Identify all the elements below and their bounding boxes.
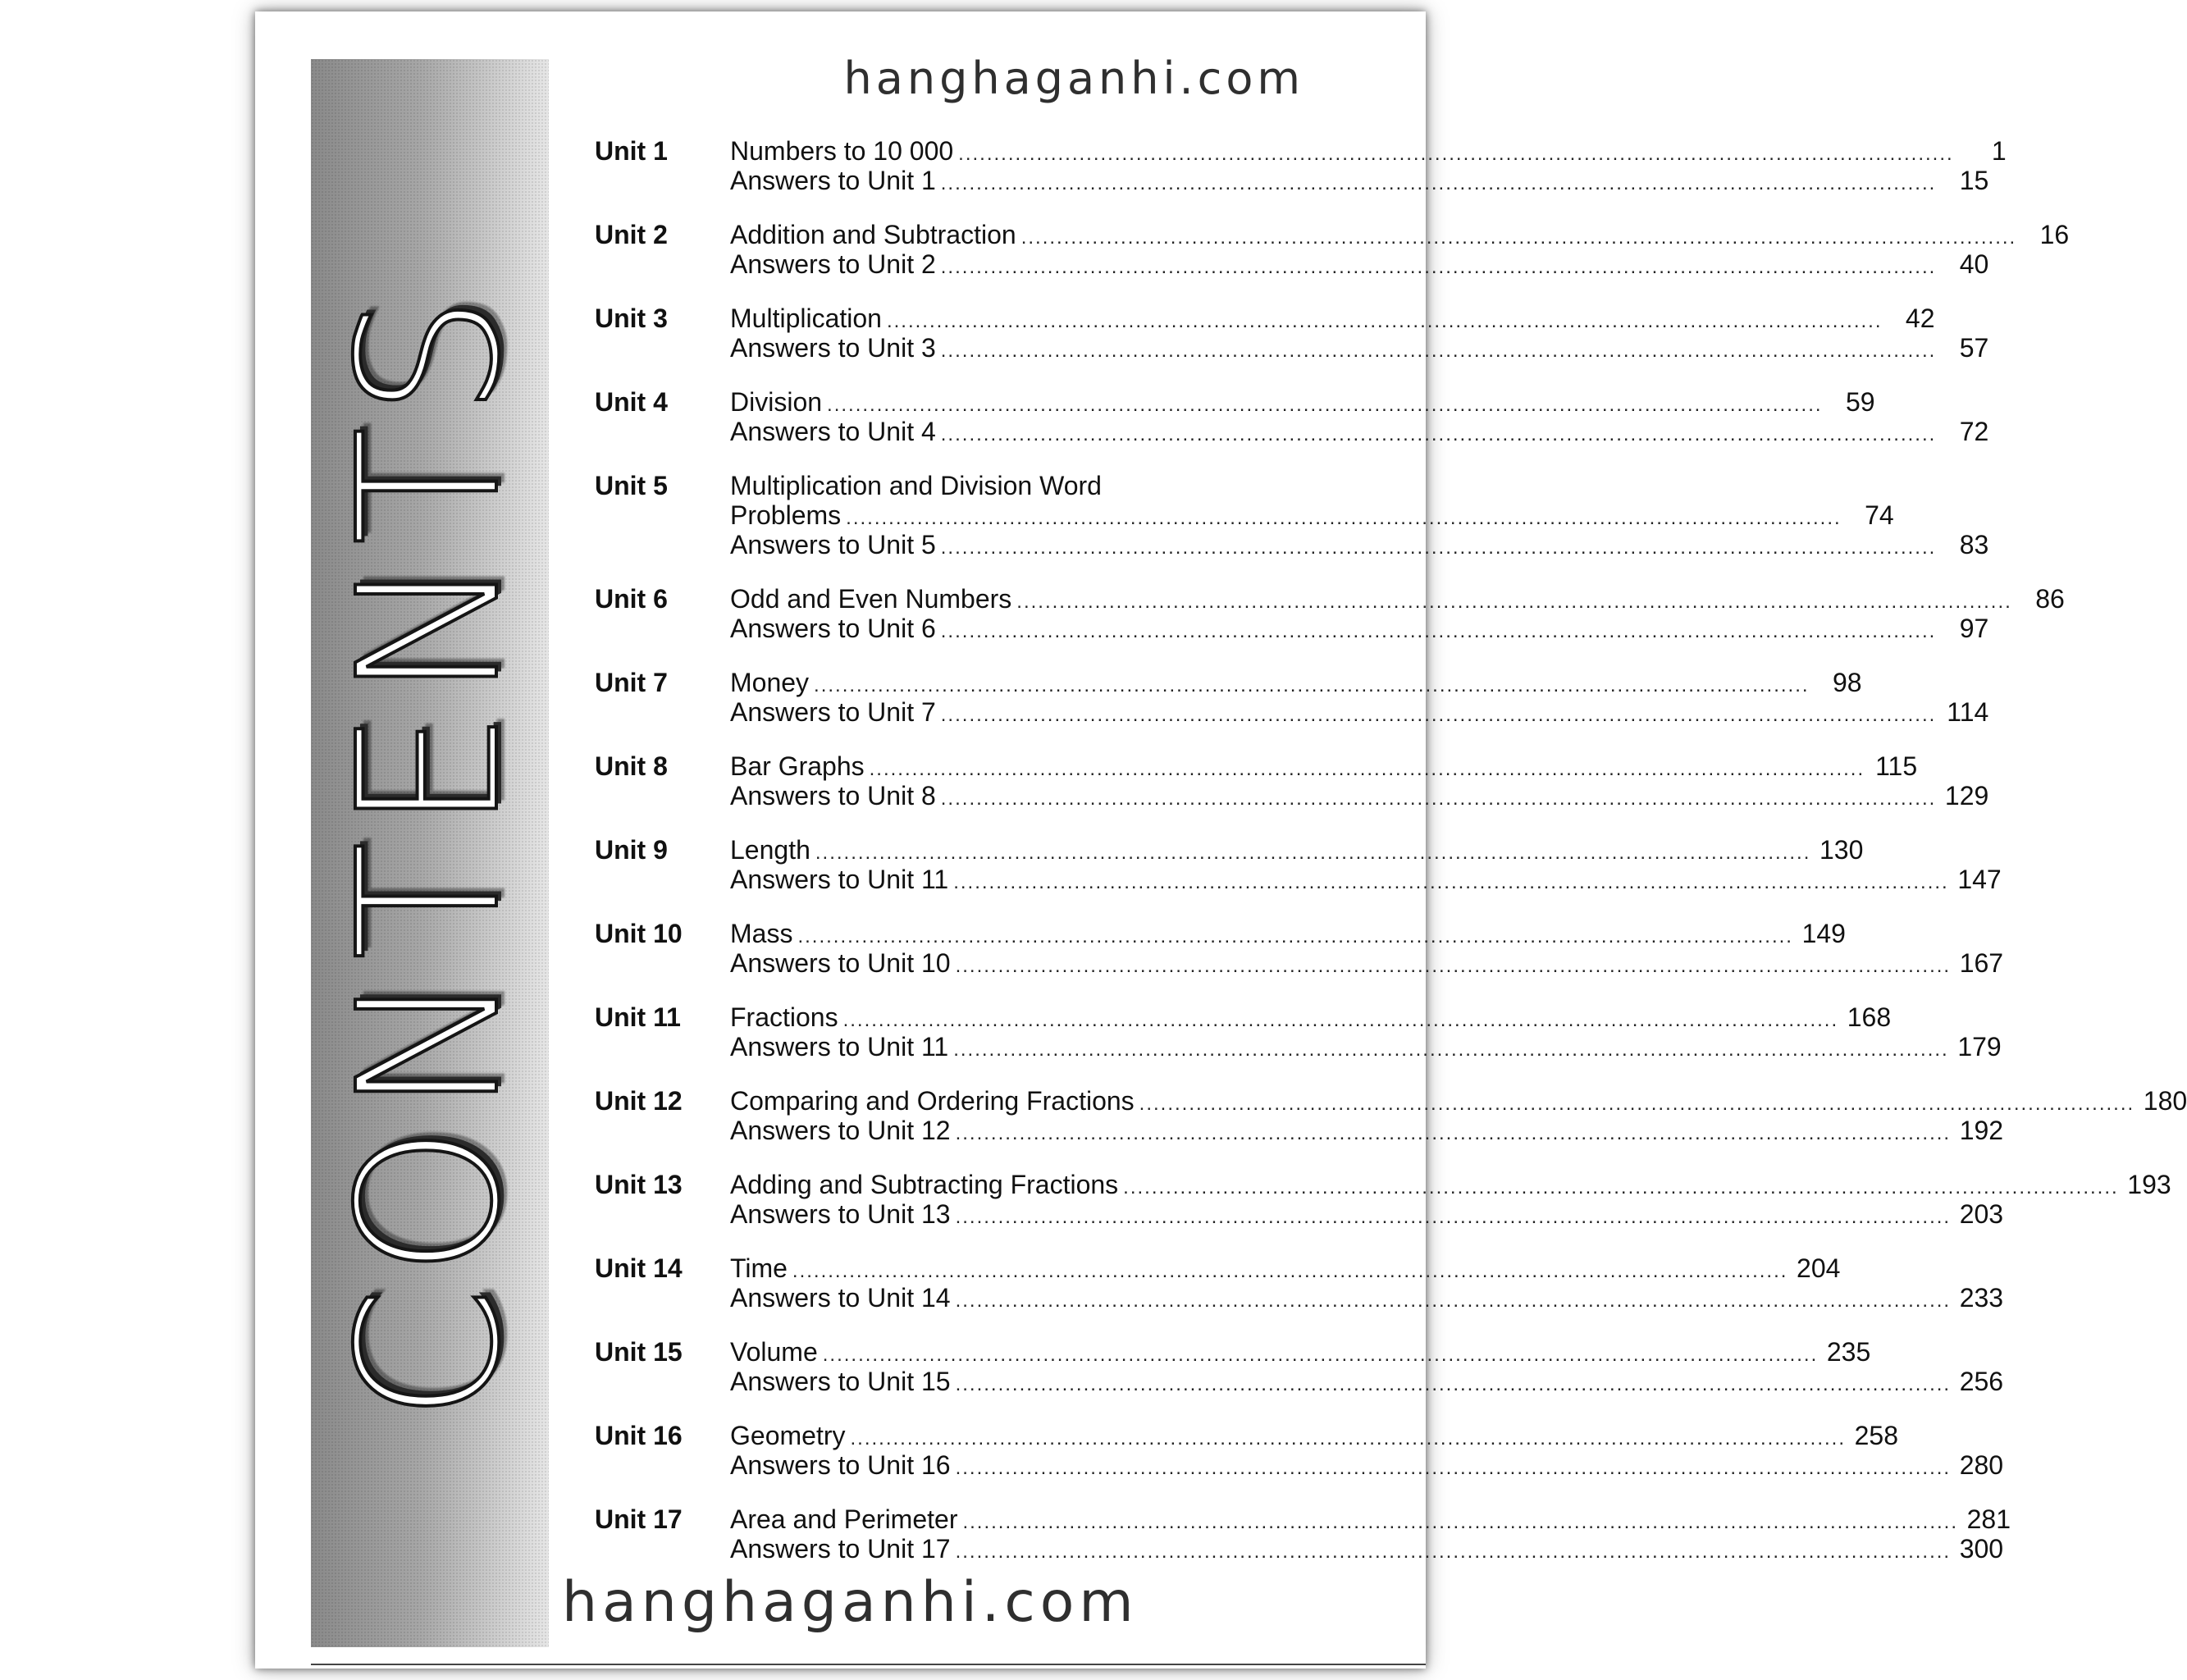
dot-leader: ............................................................................................................................................: [842, 1009, 1839, 1031]
watermark-top: hanghaganhi.com: [843, 52, 1304, 104]
unit-label: Unit 17: [595, 1504, 683, 1534]
toc-page-number: 204: [1797, 1253, 1841, 1283]
toc-line-title: Length: [730, 835, 810, 865]
unit-label: Unit 5: [595, 471, 668, 500]
toc-line: [730, 781, 1989, 810]
dot-leader: ............................................................................................................................................: [797, 925, 1793, 947]
toc-page-number: 86: [2035, 584, 2065, 614]
dot-leader: ............................................................................................................................................: [822, 1344, 1819, 1366]
toc-page-number: 258: [1854, 1421, 1898, 1450]
dot-leader: ............................................................................................................................................: [815, 842, 1811, 864]
dot-leader: ............................................................................................................................................: [955, 1457, 1952, 1479]
toc-line-title: Answers to Unit 17: [730, 1534, 951, 1564]
unit-lines: [730, 919, 2004, 978]
contents-title: CONTENTS: [317, 284, 542, 1422]
toc-page-number: 193: [2127, 1170, 2171, 1199]
unit-label: Unit 2: [595, 220, 668, 249]
toc-page-number: 281: [1966, 1504, 2011, 1534]
toc-line-title: Answers to Unit 11: [730, 865, 949, 894]
toc-line: [730, 614, 1989, 643]
toc-line-title: Volume: [730, 1337, 818, 1367]
dot-leader: ............................................................................................................................................: [955, 1541, 1952, 1563]
toc-line: [730, 1367, 2004, 1396]
toc-line: [730, 1283, 2004, 1312]
dot-leader: ............................................................................................................................................: [869, 758, 1865, 780]
toc-line-title: Mass: [730, 919, 793, 948]
toc-line: [730, 865, 2002, 894]
unit-label: Unit 6: [595, 584, 668, 614]
dot-leader: ............................................................................................................................................: [955, 1290, 1952, 1312]
dot-leader: ............................................................................................................................................: [1016, 591, 2012, 613]
dot-leader: ............................................................................................................................................: [814, 674, 1810, 696]
toc-page-number: 15: [1959, 166, 1989, 195]
toc-line-title: Answers to Unit 4: [730, 417, 936, 446]
toc-page-number: 59: [1845, 387, 1875, 417]
toc-line-title: Time: [730, 1253, 788, 1283]
unit-lines: [730, 471, 1989, 559]
toc-page-number: 180: [2143, 1086, 2187, 1116]
toc-page-number: 129: [1944, 781, 1989, 810]
unit-lines: [730, 668, 1989, 727]
toc-page-number: 16: [2039, 220, 2070, 249]
toc-page-number: 147: [1957, 865, 2002, 894]
toc-line: [730, 1421, 1898, 1450]
toc-page-number: 179: [1957, 1032, 2002, 1061]
dot-leader: ............................................................................................................................................: [940, 340, 1937, 362]
dot-leader: ............................................................................................................................................: [955, 955, 1952, 977]
dot-leader: ............................................................................................................................................: [1139, 1093, 2135, 1115]
toc-line-title: Answers to Unit 7: [730, 697, 936, 727]
toc-page-number: 130: [1819, 835, 1864, 865]
toc-line-title: Answers to Unit 1: [730, 166, 936, 195]
toc-line-title: Odd and Even Numbers: [730, 584, 1012, 614]
unit-label: Unit 13: [595, 1170, 683, 1199]
dot-leader: ............................................................................................................................................: [962, 1511, 1958, 1533]
toc-line-title: Answers to Unit 12: [730, 1116, 951, 1145]
toc-line: [730, 835, 1864, 865]
dot-leader: ............................................................................................................................................: [940, 620, 1937, 642]
unit-label: Unit 12: [595, 1086, 683, 1116]
dot-leader: ............................................................................................................................................: [955, 1373, 1952, 1395]
toc-line: [730, 919, 1846, 948]
toc-line-title: Bar Graphs: [730, 751, 865, 781]
toc-line: [730, 530, 1989, 559]
unit-lines: [730, 1337, 2004, 1396]
toc-line: [730, 220, 2070, 249]
unit-label: Unit 15: [595, 1337, 683, 1367]
unit-lines: [730, 751, 1989, 810]
unit-label: Unit 3: [595, 304, 668, 333]
unit-lines: [730, 1170, 2171, 1229]
toc-line: [730, 1002, 1892, 1032]
toc-line-title: Fractions: [730, 1002, 838, 1032]
dot-leader: ............................................................................................................................................: [1123, 1176, 2119, 1198]
toc-line: [730, 471, 1310, 500]
toc-page-number: 97: [1959, 614, 1989, 643]
toc-page-number: 256: [1959, 1367, 2004, 1396]
toc-line-title: Money: [730, 668, 810, 697]
toc-line-title: Answers to Unit 3: [730, 333, 936, 363]
toc-page-number: 168: [1847, 1002, 1892, 1032]
toc-line: [730, 1086, 2187, 1116]
toc-page-number: 57: [1959, 333, 1989, 363]
toc-line: [730, 1337, 1871, 1367]
dot-leader: ............................................................................................................................................: [958, 143, 1954, 165]
toc-line-title: Answers to Unit 10: [730, 948, 951, 978]
unit-lines: [730, 1002, 2002, 1061]
toc-line: [730, 584, 2065, 614]
toc-line-title: Answers to Unit 16: [730, 1450, 951, 1480]
toc-line: [730, 1116, 2004, 1145]
toc-page-number: 83: [1959, 530, 1989, 559]
toc-line-title: Answers to Unit 15: [730, 1367, 951, 1396]
unit-lines: [730, 136, 2007, 195]
toc-line: [730, 751, 1918, 781]
unit-label: Unit 10: [595, 919, 683, 948]
toc-line-title: Adding and Subtracting Fractions: [730, 1170, 1119, 1199]
unit-label: Unit 4: [595, 387, 668, 417]
dot-leader: ............................................................................................................................................: [955, 1122, 1952, 1144]
toc-line-title: Addition and Subtraction: [730, 220, 1016, 249]
toc-line: [730, 417, 1989, 446]
toc-page-number: 40: [1959, 249, 1989, 279]
toc-line: [730, 333, 1989, 363]
toc-page-number: 1: [1991, 136, 2007, 166]
toc-line: [730, 1534, 2004, 1564]
unit-lines: [730, 1086, 2187, 1145]
toc-line: [730, 1450, 2004, 1480]
toc-line: [730, 166, 1989, 195]
toc-line: [730, 668, 1862, 697]
toc-line-title: Answers to Unit 2: [730, 249, 936, 279]
toc-line: [730, 387, 1875, 417]
dot-leader: ............................................................................................................................................: [940, 788, 1937, 810]
book-page: [255, 11, 2187, 1669]
toc-line: [730, 136, 2007, 166]
contents-banner: [311, 59, 549, 1647]
toc-line-title: Answers to Unit 14: [730, 1283, 951, 1312]
toc-page-number: 280: [1959, 1450, 2004, 1480]
toc-page-number: 74: [1865, 500, 1894, 530]
unit-lines: [730, 1504, 2011, 1564]
toc-line: [730, 948, 2004, 978]
toc-page-number: 72: [1959, 417, 1989, 446]
unit-lines: [730, 387, 1989, 446]
unit-lines: [730, 835, 2002, 894]
toc-line-title: Numbers to 10 000: [730, 136, 954, 166]
toc-line-title: Answers to Unit 5: [730, 530, 936, 559]
unit-label: Unit 8: [595, 751, 668, 781]
toc-line-title: Problems: [730, 500, 842, 530]
unit-lines: [730, 1421, 2004, 1480]
toc-page-number: 167: [1959, 948, 2004, 978]
unit-label: Unit 9: [595, 835, 668, 865]
dot-leader: ............................................................................................................................................: [953, 1039, 1949, 1061]
toc-page-number: 233: [1959, 1283, 2004, 1312]
toc-line-title: Area and Perimeter: [730, 1504, 958, 1534]
toc-line-title: Answers to Unit 13: [730, 1199, 951, 1229]
toc-page-number: 300: [1959, 1534, 2004, 1564]
unit-label: Unit 1: [595, 136, 668, 166]
toc-line-title: Multiplication: [730, 304, 882, 333]
dot-leader: ............................................................................................................................................: [1020, 226, 2017, 249]
dot-leader: ............................................................................................................................................: [940, 172, 1937, 194]
unit-lines: [730, 1253, 2004, 1312]
toc-page-number: 42: [1905, 304, 1935, 333]
toc-line-title: Geometry: [730, 1421, 846, 1450]
dot-leader: ............................................................................................................................................: [940, 536, 1937, 559]
toc-line: [730, 500, 1894, 530]
toc-page-number: 98: [1832, 668, 1862, 697]
dot-leader: ............................................................................................................................................: [955, 1206, 1952, 1228]
toc-line: [730, 1253, 1841, 1283]
dot-leader: ............................................................................................................................................: [886, 310, 1883, 332]
toc-line: [730, 697, 1989, 727]
unit-label: Unit 14: [595, 1253, 683, 1283]
toc-line: [730, 1032, 2002, 1061]
dot-leader: ............................................................................................................................................: [940, 704, 1937, 726]
dot-leader: ............................................................................................................................................: [940, 423, 1937, 445]
toc-line-title: Comparing and Ordering Fractions: [730, 1086, 1135, 1116]
toc-line-title: Answers to Unit 11: [730, 1032, 949, 1061]
watermark-bottom: hanghaganhi.com: [562, 1570, 1139, 1635]
unit-lines: [730, 220, 2070, 279]
page-bottom-rule: [311, 1664, 1426, 1665]
toc-line: [730, 1504, 2011, 1534]
dot-leader: ............................................................................................................................................: [850, 1427, 1846, 1449]
dot-leader: ............................................................................................................................................: [940, 256, 1937, 278]
toc-page-number: 149: [1801, 919, 1846, 948]
dot-leader: ............................................................................................................................................: [827, 394, 1823, 416]
toc-line-title: Multiplication and Division Word: [730, 471, 1102, 500]
toc-page-number: 115: [1875, 751, 1918, 781]
unit-label: Unit 16: [595, 1421, 683, 1450]
toc-page-number: 192: [1959, 1116, 2004, 1145]
dot-leader: ............................................................................................................................................: [846, 507, 1842, 529]
toc-page-number: 235: [1826, 1337, 1871, 1367]
dot-leader: ............................................................................................................................................: [792, 1260, 1788, 1282]
toc-page-number: 114: [1947, 697, 1989, 727]
unit-label: Unit 11: [595, 1002, 681, 1032]
unit-lines: [730, 304, 1989, 363]
toc-line: [730, 1170, 2171, 1199]
toc-line: [730, 304, 1935, 333]
toc-line-title: Answers to Unit 8: [730, 781, 936, 810]
toc-line: [730, 249, 1989, 279]
toc-line-title: Division: [730, 387, 823, 417]
toc-page-number: 203: [1959, 1199, 2004, 1229]
unit-label: Unit 7: [595, 668, 668, 697]
dot-leader: ............................................................................................................................................: [953, 871, 1949, 893]
unit-lines: [730, 584, 2065, 643]
toc-line-title: Answers to Unit 6: [730, 614, 936, 643]
toc-line: [730, 1199, 2004, 1229]
